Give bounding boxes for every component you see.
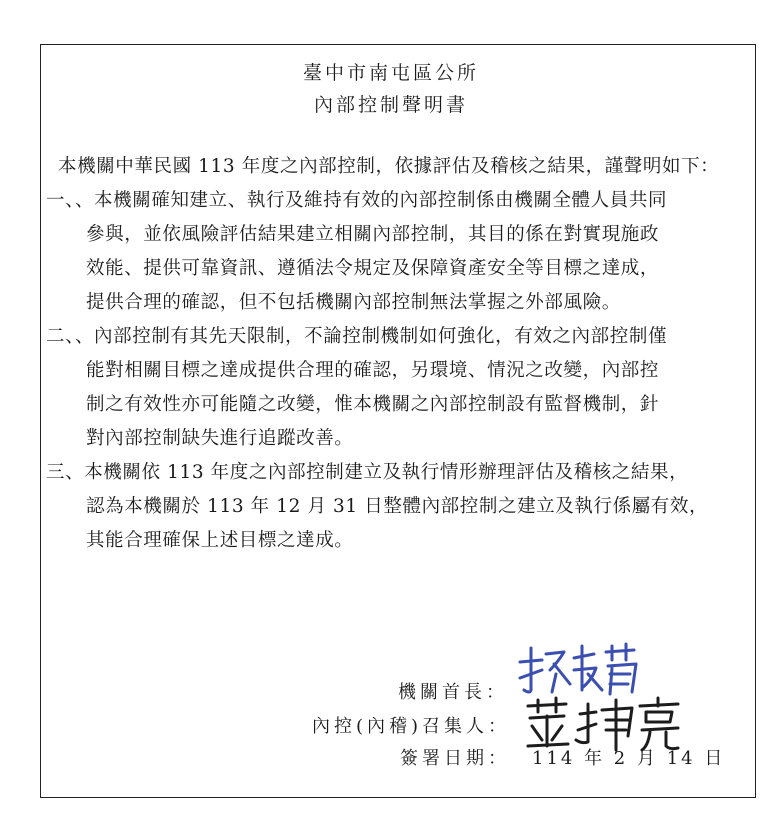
intro-statement: 本機關中華民國 113 年度之內部控制，依據評估及稽核之結果，謹聲明如下： <box>58 156 720 177</box>
item-1-line-1: 參與，並依風險評估結果建立相關內部控制，其目的係在對實現施政 <box>86 224 660 245</box>
head-signature <box>512 640 642 700</box>
item-1-line-2: 效能、提供可靠資訊、遵循法令規定及保障資產安全等目標之達成， <box>86 258 660 279</box>
signing-date-value: 114 年 2 月 14 日 <box>532 748 726 769</box>
item-2-line-1: 能對相關目標之達成提供合理的確認，另環境、情況之改變，內部控 <box>86 360 660 381</box>
item-1-head: 一、、本機關確知建立、執行及維持有效的內部控制係由機關全體人員共同 <box>46 190 668 211</box>
org-name: 臺中市南屯區公所 <box>302 62 479 84</box>
convener-label: 內控(內稽)召集人： <box>312 716 511 737</box>
item-2-line-3: 對內部控制缺失進行追蹤改善。 <box>86 428 354 449</box>
item-3-line-2: 其能合理確保上述目標之達成。 <box>86 530 354 551</box>
signing-date-label: 簽署日期： <box>400 748 510 769</box>
document-title: 內部控制聲明書 <box>313 94 468 116</box>
item-2-head: 二、、內部控制有其先天限制，不論控制機制如何強化，有效之內部控制僅 <box>46 326 668 347</box>
item-1-line-3: 提供合理的確認，但不包括機關內部控制無法掌握之外部風險。 <box>86 292 621 313</box>
item-3-line-1: 認為本機關於 113 年 12 月 31 日整體內部控制之建立及執行係屬有效， <box>86 496 709 517</box>
head-of-agency-label: 機關首長： <box>398 682 508 703</box>
item-3-head: 三、本機關依 113 年度之內部控制建立及執行情形辦理評估及稽核之結果， <box>46 462 689 483</box>
item-2-line-2: 制之有效性亦可能隨之改變，惟本機關之內部控制設有監督機制，針 <box>86 394 660 415</box>
